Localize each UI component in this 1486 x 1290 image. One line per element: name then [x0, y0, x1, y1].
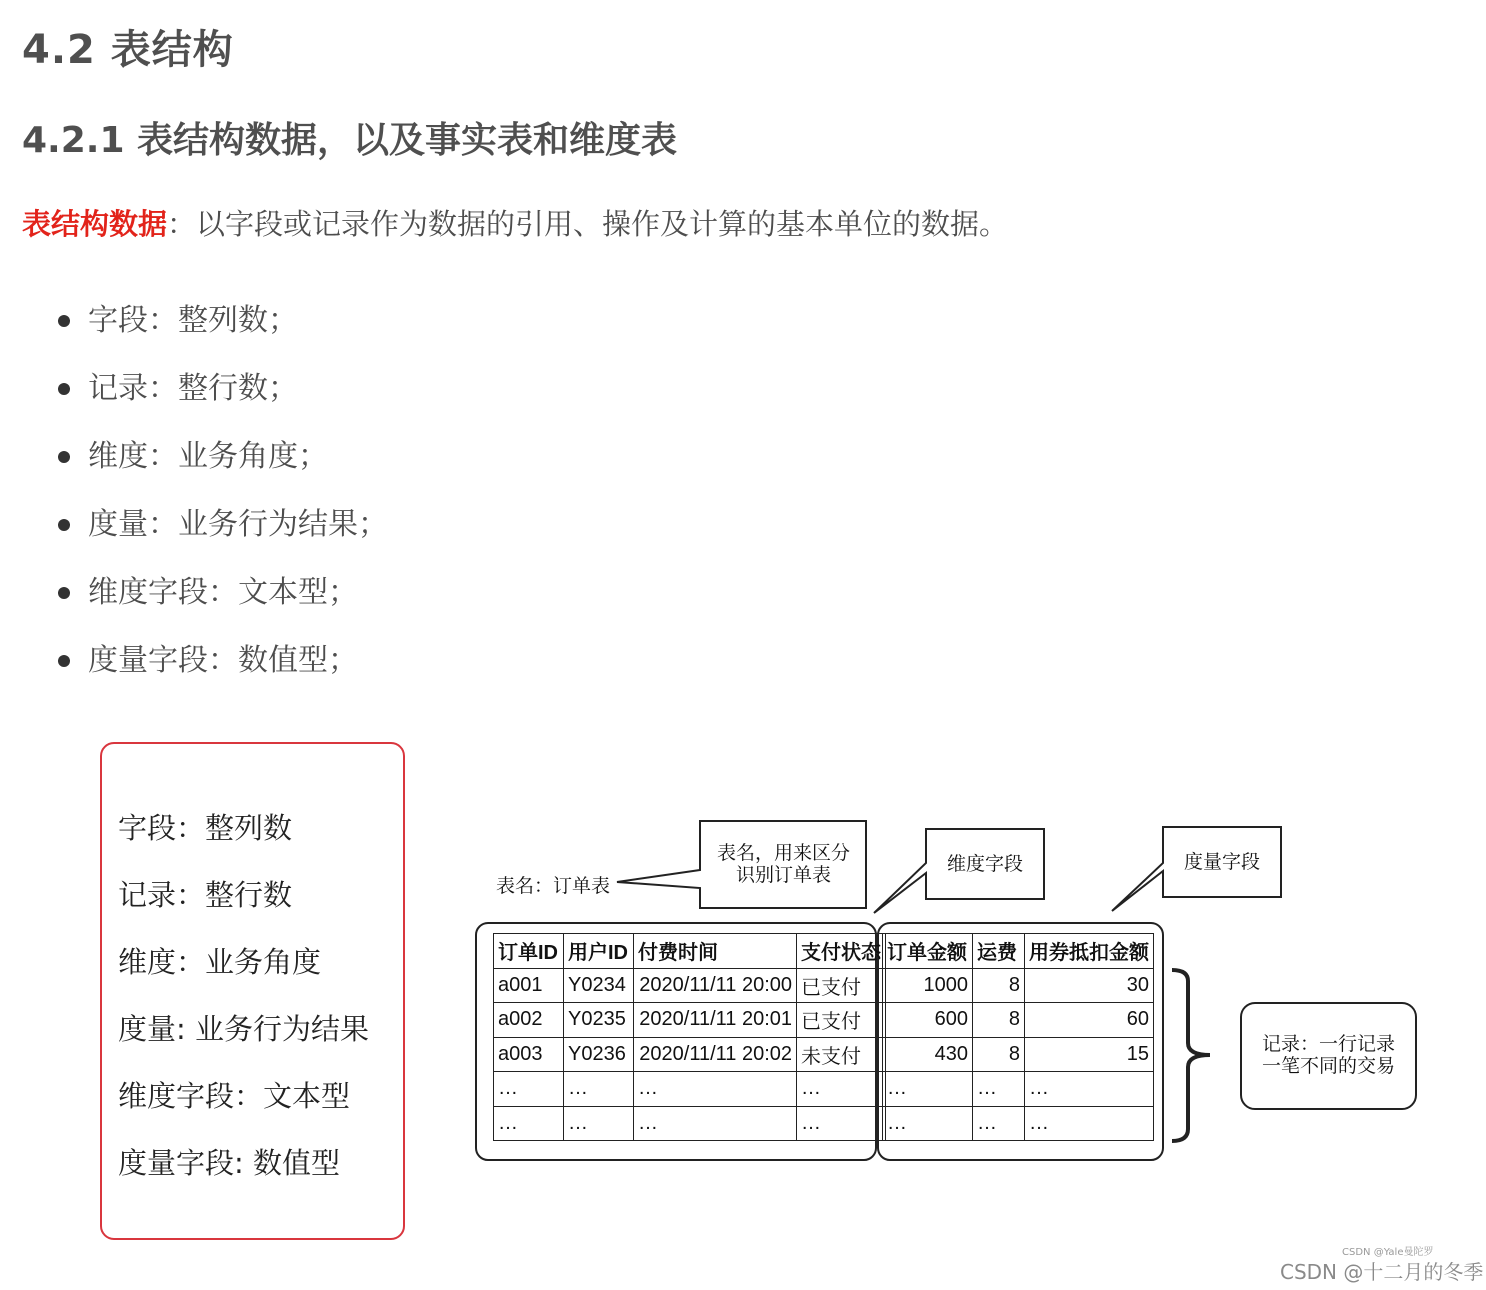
callout-table-text [706, 842, 861, 886]
table-row [494, 1037, 886, 1072]
table-cell: 430 [883, 1037, 973, 1072]
column-header: 用户ID [564, 934, 634, 969]
definition-list [56, 296, 388, 704]
table-cell: Y0236 [564, 1037, 634, 1072]
table-name-label: 表名：订单表 [496, 875, 611, 897]
table-row [494, 1106, 886, 1141]
table-row [883, 1072, 1154, 1107]
table-cell: … [797, 1072, 886, 1107]
table-row [494, 1072, 886, 1107]
page-watermark: CSDN @十二月的冬季 [1280, 1260, 1484, 1284]
summary-line: 度量字段: 数值型 [118, 1146, 340, 1180]
summary-line: 度量: 业务行为结果 [118, 1012, 369, 1046]
list-item: 度量：业务行为结果； [56, 500, 388, 568]
table-cell: Y0234 [564, 968, 634, 1003]
table-cell: 2020/11/11 20:01 [634, 1003, 797, 1038]
table-cell: 2020/11/11 20:02 [634, 1037, 797, 1072]
column-header: 付费时间 [634, 934, 797, 969]
list-item: 维度字段：文本型； [56, 568, 388, 636]
table-cell: … [973, 1072, 1025, 1107]
table-row [883, 968, 1154, 1003]
table-cell: 15 [1025, 1037, 1154, 1072]
callout-line: 表名，用来区分 [716, 842, 850, 864]
table-cell: 8 [973, 968, 1025, 1003]
table-cell: 2020/11/11 20:00 [634, 968, 797, 1003]
summary-line: 字段：整列数 [118, 811, 293, 845]
list-item: 维度：业务角度； [56, 432, 388, 500]
table-cell: a002 [494, 1003, 564, 1038]
callout-measure-text: 度量字段 [1183, 851, 1260, 873]
table-header-row [494, 934, 886, 969]
summary-line: 维度字段：文本型 [118, 1079, 351, 1113]
table-row [883, 1037, 1154, 1072]
callout-record-text [1241, 1033, 1416, 1077]
table-cell: … [634, 1106, 797, 1141]
table-cell: … [494, 1072, 564, 1107]
summary-line: 记录：整行数 [118, 878, 293, 912]
table-cell: 30 [1025, 968, 1154, 1003]
intro-paragraph [22, 202, 1008, 243]
image-watermark: CSDN @Yale曼陀罗 [1342, 1247, 1434, 1258]
table-cell: … [564, 1106, 634, 1141]
column-header: 订单ID [494, 934, 564, 969]
summary-box [100, 742, 405, 1240]
summary-line: 维度：业务角度 [118, 945, 322, 979]
section-heading: 4.2 表结构 [22, 27, 234, 73]
callout-dimension-text: 维度字段 [946, 853, 1023, 875]
measure-table [882, 933, 1154, 1141]
table-row [494, 1003, 886, 1038]
table-cell: … [1025, 1072, 1154, 1107]
subsection-heading: 4.2.1 表结构数据，以及事实表和维度表 [22, 120, 678, 161]
table-cell: 8 [973, 1003, 1025, 1038]
list-item: 字段：整列数； [56, 296, 388, 364]
table-cell: … [494, 1106, 564, 1141]
record-brace [1172, 970, 1210, 1141]
table-cell: a001 [494, 968, 564, 1003]
dimension-table [493, 933, 886, 1141]
table-cell: … [883, 1072, 973, 1107]
order-table-diagram [470, 815, 1430, 1175]
table-cell: … [973, 1106, 1025, 1141]
table-cell: … [1025, 1106, 1154, 1141]
table-cell: … [797, 1106, 886, 1141]
table-cell: 已支付 [797, 968, 886, 1003]
table-row [883, 1106, 1154, 1141]
callout-line: 一笔不同的交易 [1261, 1055, 1395, 1077]
table-cell: 未支付 [797, 1037, 886, 1072]
table-cell: a003 [494, 1037, 564, 1072]
table-cell: 8 [973, 1037, 1025, 1072]
table-cell: 600 [883, 1003, 973, 1038]
column-header: 订单金额 [883, 934, 973, 969]
table-cell: … [564, 1072, 634, 1107]
table-row [494, 968, 886, 1003]
table-cell: 1000 [883, 968, 973, 1003]
callout-line: 识别订单表 [735, 864, 831, 886]
column-header: 支付状态 [797, 934, 886, 969]
table-header-row [883, 934, 1154, 969]
column-header: 用券抵扣金额 [1025, 934, 1154, 969]
table-cell: … [634, 1072, 797, 1107]
intro-text: ：以字段或记录作为数据的引用、操作及计算的基本单位的数据。 [167, 207, 1009, 241]
table-cell: Y0235 [564, 1003, 634, 1038]
table-row [883, 1003, 1154, 1038]
table-cell: 已支付 [797, 1003, 886, 1038]
column-header: 运费 [973, 934, 1025, 969]
list-item: 记录：整行数； [56, 364, 388, 432]
list-item: 度量字段：数值型； [56, 636, 388, 704]
table-cell: … [883, 1106, 973, 1141]
intro-keyword: 表结构数据 [22, 207, 168, 241]
table-cell: 60 [1025, 1003, 1154, 1038]
callout-line: 记录：一行记录 [1261, 1033, 1395, 1055]
